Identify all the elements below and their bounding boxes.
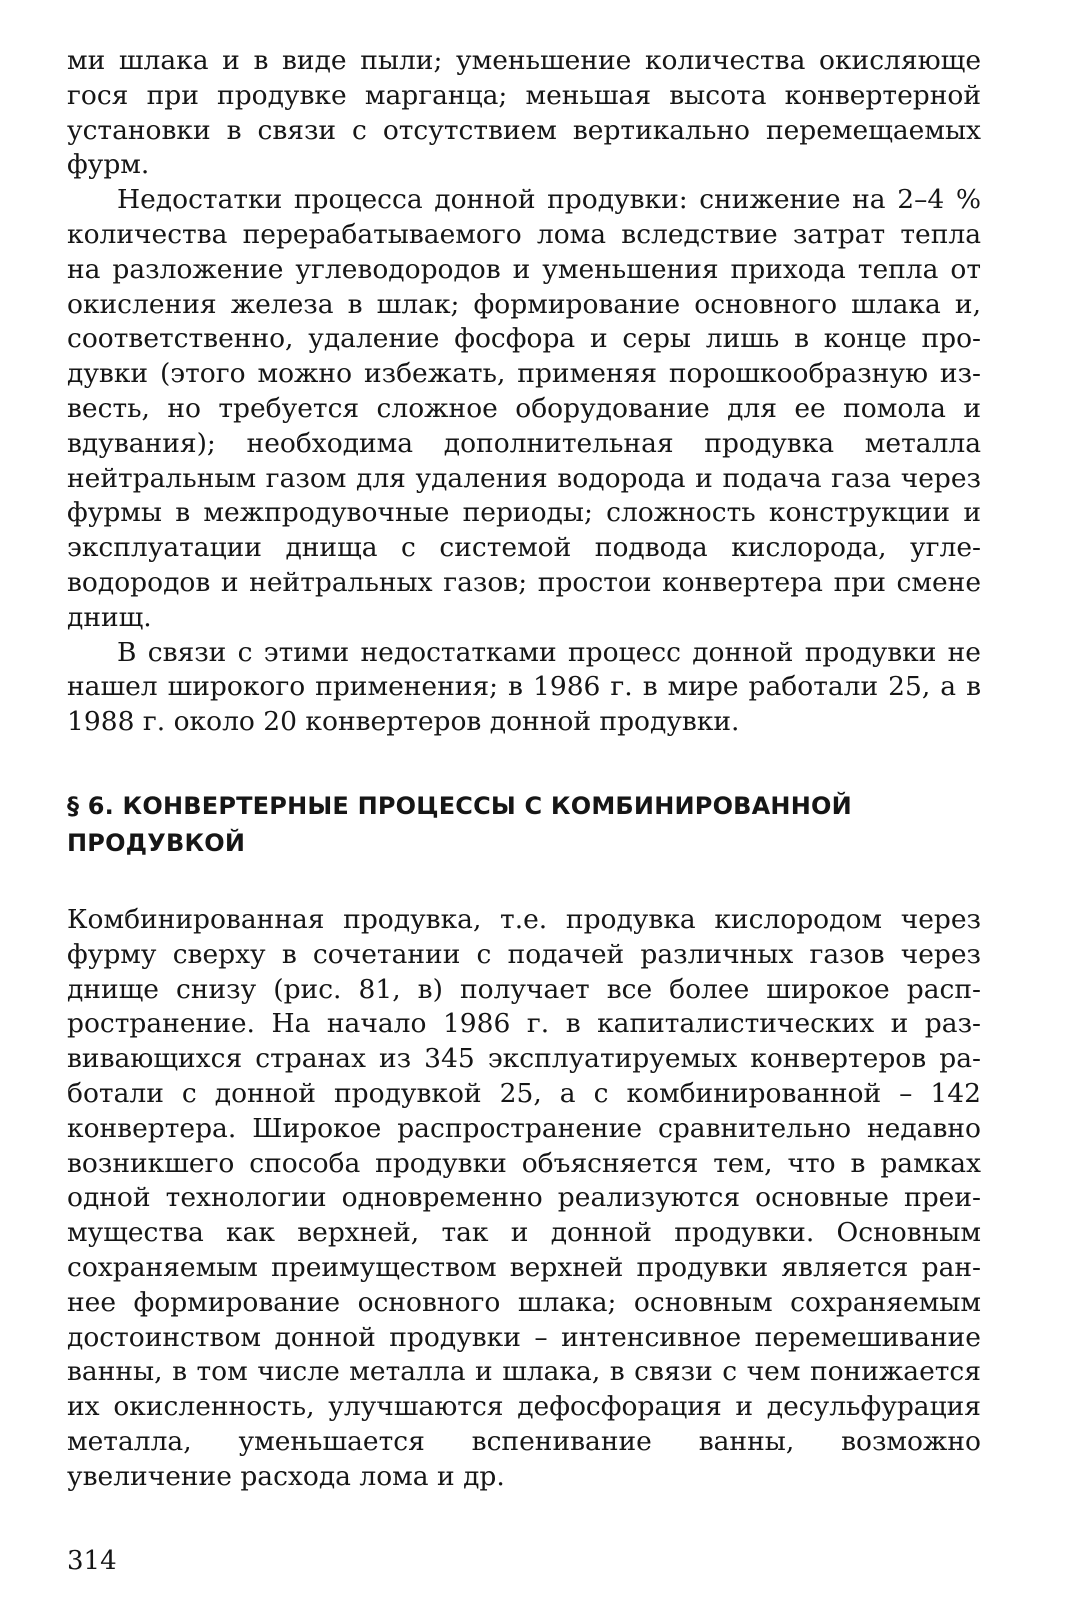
page-body <box>67 44 981 1494</box>
paragraph-continuation: ми шлака и в виде пыли; уменьшение количества окисляюще гося при продувке марганца; меньшая высота конвертерной установки в связи с отсутствием вертикально перемещаемых фурм. <box>67 45 981 181</box>
paragraph-conclusion: В связи с этими недостатками процесс донной продувки не нашел широкого применения; в 1986 г. в мире работали 25, а в 1988 г. около 20 конвертеров донной продувки. <box>67 636 981 738</box>
page-number: 314 <box>67 1546 117 1576</box>
section-heading: § 6. КОНВЕРТЕРНЫЕ ПРОЦЕССЫ С КОМБИНИРОВАННОЙ ПРОДУВКОЙ <box>67 791 852 857</box>
paragraph-disadvantages: Недостатки процесса донной продувки: снижение на 2–4 % количества перерабатываемого лома вследствие затрат тепла на разложение углеводородов и уменьшения прихода тепла от окисления железа в шлак; формирование основного шлака и, соответственно, удаление фосфора и серы лишь в конце продувки (этого можно избежать, применяя порошкообразную известь, но требуется сложное оборудование для ее помола и вдувания); необходима дополнительная продувка металла нейтральным газом для удаления водорода и подача газа через фурмы в межпродувочные периоды; сложность конструкции и эксплуатации днища с системой подвода кислорода, углеводородов и нейтральных газов; простои конвертера при смене днищ. <box>67 184 981 633</box>
paragraph-combined-blowing: Комбинированная продувка, т.е. продувка кислородом через фурму сверху в сочетании с подачей различных газов через днище снизу (рис. 81, в) получает все более широкое распространение. На начало 1986 г. в капиталистических и развивающихся странах из 345 эксплуатируемых конвертеров работали с донной продувкой 25, а с комбинированной – 142 конвертера. Широкое распространение сравнительно недавно возникшего способа продувки объясняется тем, что в рамках одной технологии одновременно реализуются основные преимущества как верхней, так и донной продувки. Основным сохраняемым преимуществом верхней продувки является раннее формирование основного шлака; основным сохраняемым достоинством донной продувки – интенсивное перемешивание ванны, в том числе металла и шлака, в связи с чем понижается их окисленность, улучшаются дефосфорация и десульфурация металла, уменьшается вспенивание ванны, возможно увеличение расхода лома и др. <box>67 903 981 1492</box>
